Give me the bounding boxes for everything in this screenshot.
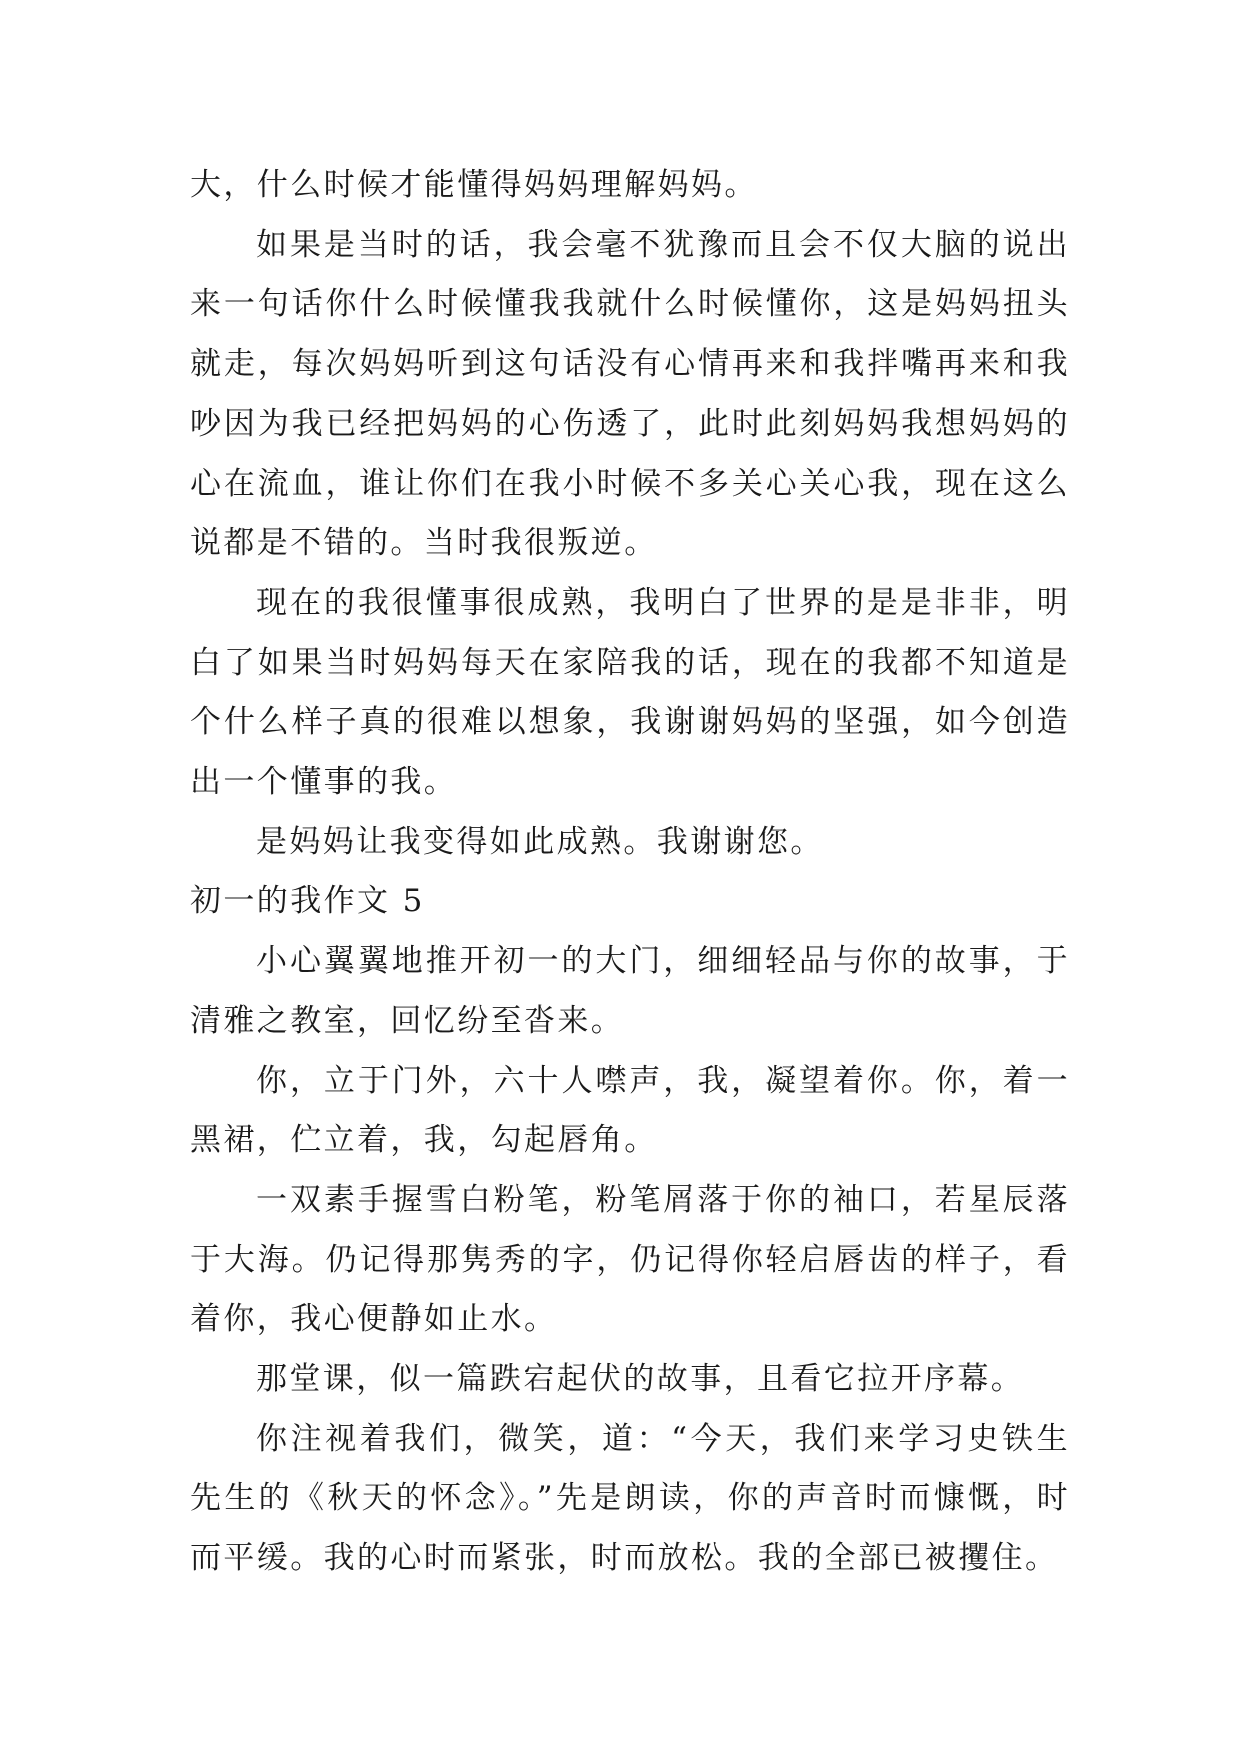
paragraph: 现在的我很懂事很成熟，我明白了世界的是是非非，明白了如果当时妈妈每天在家陪我的话，现在的我都不知道是个什么样子真的很难以想象，我谢谢妈妈的坚强，如今创造出一个懂事的我。: [190, 584, 1070, 801]
paragraph: 小心翼翼地推开初一的大门，细细轻品与你的故事，于清雅之教室，回忆纷至沓来。: [190, 943, 1070, 1039]
paragraph: 如果是当时的话，我会毫不犹豫而且会不仅大脑的说出来一句话你什么时候懂我我就什么时候懂你，这是妈妈扭头就走，每次妈妈听到这句话没有心情再来和我拌嘴再来和我吵因为我已经把妈妈的心伤透了，此时此刻妈妈我想妈妈的心在流血，谁让你们在我小时候不多关心关心我，现在这么说都是不错的。当时我很叛逆。: [190, 226, 1070, 562]
paragraph: 一双素手握雪白粉笔，粉笔屑落于你的袖口，若星辰落于大海。仍记得那隽秀的字，仍记得你轻启唇齿的样子，看着你，我心便静如止水。: [190, 1181, 1070, 1338]
paragraph: 那堂课，似一篇跌宕起伏的故事，且看它拉开序幕。: [256, 1361, 1025, 1398]
document-body: [190, 156, 1070, 1589]
section-heading: 初一的我作文 5: [190, 883, 425, 920]
paragraph: 你注视着我们，微笑，道：“今天，我们来学习史铁生先生的《秋天的怀念》。”先是朗读，你的声音时而慷慨，时而平缓。我的心时而紧张，时而放松。我的全部已被攫住。: [190, 1420, 1070, 1577]
paragraph: 是妈妈让我变得如此成熟。我谢谢您。: [256, 823, 824, 860]
paragraph: 你，立于门外，六十人噤声，我，凝望着你。你，着一黑裙，伫立着，我，勾起唇角。: [190, 1062, 1070, 1159]
paragraph-continuation: 大，什么时候才能懂得妈妈理解妈妈。: [190, 167, 758, 203]
